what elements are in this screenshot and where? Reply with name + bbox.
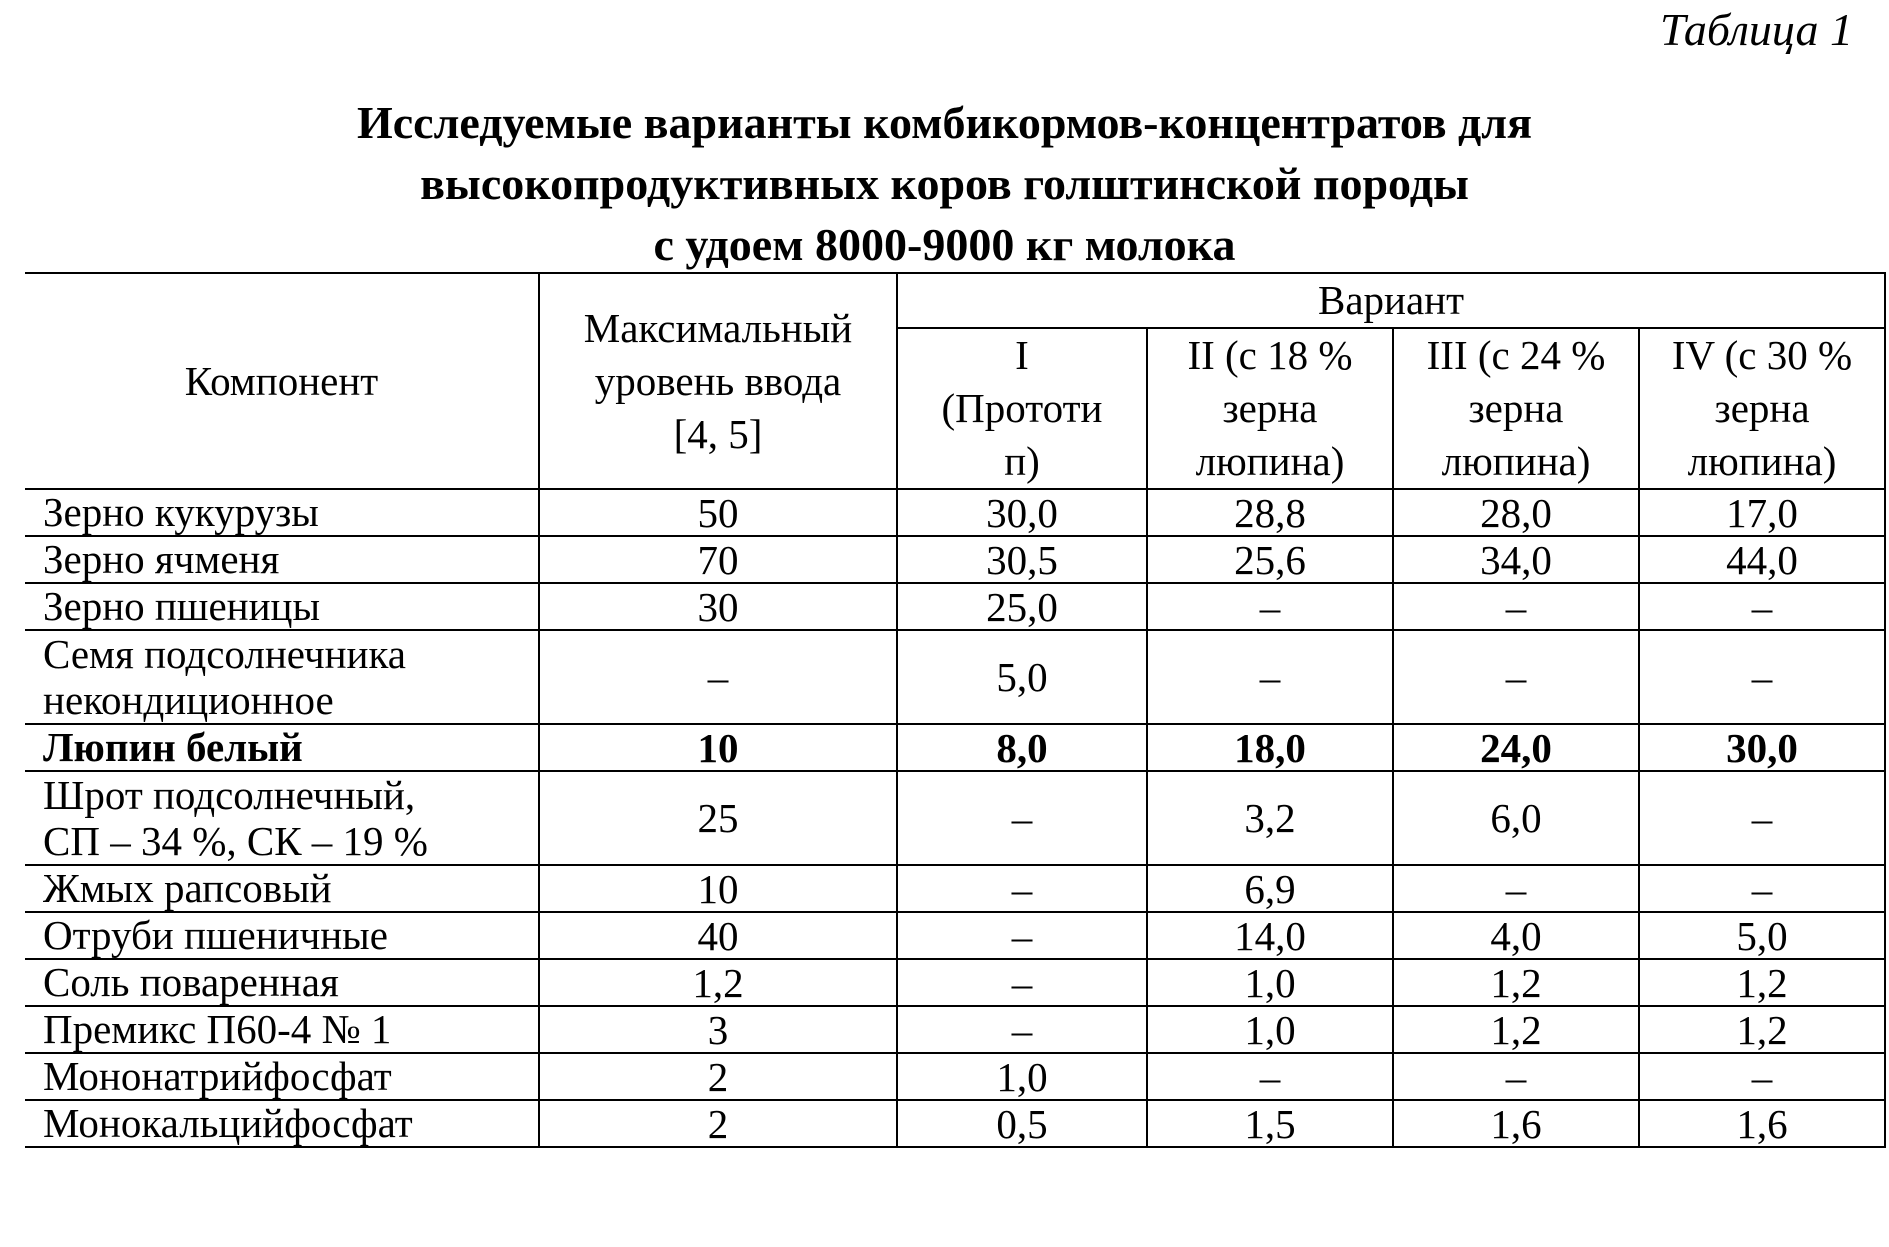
table-row bbox=[25, 771, 1885, 865]
component-name-line: некондиционное bbox=[43, 677, 334, 723]
variant-4-cell: 1,2 bbox=[1639, 959, 1885, 1006]
component-name-line: Монокальцийфосфат bbox=[43, 1100, 413, 1146]
variant-3-cell: 28,0 bbox=[1393, 489, 1639, 536]
variant-4-cell: – bbox=[1639, 771, 1885, 865]
header-variant: Вариант bbox=[897, 273, 1885, 328]
table-title bbox=[0, 92, 1889, 275]
variant-2-cell: – bbox=[1147, 583, 1393, 630]
component-name-cell bbox=[25, 1053, 539, 1100]
max-level-cell: 1,2 bbox=[539, 959, 897, 1006]
variant-4-cell: 5,0 bbox=[1639, 912, 1885, 959]
variant-3-cell: – bbox=[1393, 583, 1639, 630]
max-level-cell: 70 bbox=[539, 536, 897, 583]
table-row bbox=[25, 1053, 1885, 1100]
variant-2-cell: 25,6 bbox=[1147, 536, 1393, 583]
variant-1-cell: 30,0 bbox=[897, 489, 1147, 536]
component-name-line: Зерно пшеницы bbox=[43, 583, 321, 629]
table-row bbox=[25, 489, 1885, 536]
variant-2-cell: – bbox=[1147, 630, 1393, 724]
component-name-cell bbox=[25, 1100, 539, 1147]
header-component: Компонент bbox=[25, 273, 539, 489]
table-row bbox=[25, 724, 1885, 771]
component-name-cell bbox=[25, 724, 539, 771]
component-name-line: Соль поваренная bbox=[43, 959, 339, 1005]
table-row bbox=[25, 1006, 1885, 1053]
header-variant-line: люпина) bbox=[1687, 438, 1837, 484]
variant-3-cell: – bbox=[1393, 865, 1639, 912]
variant-1-cell: – bbox=[897, 1006, 1147, 1053]
component-name-line: Мононатрийфосфат bbox=[43, 1053, 392, 1099]
variant-4-cell: 44,0 bbox=[1639, 536, 1885, 583]
variant-3-cell: 1,6 bbox=[1393, 1100, 1639, 1147]
table-row bbox=[25, 959, 1885, 1006]
component-name-line: Шрот подсолнечный, bbox=[43, 772, 416, 818]
max-level-cell: 2 bbox=[539, 1053, 897, 1100]
table-row bbox=[25, 536, 1885, 583]
component-name-line: Зерно кукурузы bbox=[43, 489, 319, 535]
max-level-cell: 50 bbox=[539, 489, 897, 536]
header-variant-4 bbox=[1639, 328, 1885, 489]
variant-2-cell: 28,8 bbox=[1147, 489, 1393, 536]
variant-1-cell: 30,5 bbox=[897, 536, 1147, 583]
component-name-cell bbox=[25, 536, 539, 583]
component-name-cell bbox=[25, 489, 539, 536]
variant-3-cell: 24,0 bbox=[1393, 724, 1639, 771]
component-name-cell bbox=[25, 771, 539, 865]
table-row bbox=[25, 630, 1885, 724]
header-variant-line: зерна bbox=[1714, 385, 1810, 431]
variant-2-cell: 14,0 bbox=[1147, 912, 1393, 959]
header-variant-line: зерна bbox=[1222, 385, 1318, 431]
variant-1-cell: 1,0 bbox=[897, 1053, 1147, 1100]
variant-4-cell: – bbox=[1639, 865, 1885, 912]
variant-3-cell: – bbox=[1393, 630, 1639, 724]
max-level-cell: 2 bbox=[539, 1100, 897, 1147]
variant-2-cell: 6,9 bbox=[1147, 865, 1393, 912]
component-name-line: СП – 34 %, СК – 19 % bbox=[43, 818, 428, 864]
max-level-cell: 30 bbox=[539, 583, 897, 630]
variant-1-cell: 0,5 bbox=[897, 1100, 1147, 1147]
variant-2-cell: – bbox=[1147, 1053, 1393, 1100]
variant-1-cell: 8,0 bbox=[897, 724, 1147, 771]
table-body bbox=[25, 489, 1885, 1147]
table-row bbox=[25, 912, 1885, 959]
component-name-cell bbox=[25, 912, 539, 959]
max-level-cell: 40 bbox=[539, 912, 897, 959]
component-name-line: Премикс П60-4 № 1 bbox=[43, 1006, 392, 1052]
variant-4-cell: 1,2 bbox=[1639, 1006, 1885, 1053]
component-name-line: Люпин белый bbox=[43, 724, 303, 770]
variant-2-cell: 1,5 bbox=[1147, 1100, 1393, 1147]
max-level-cell: 3 bbox=[539, 1006, 897, 1053]
variant-2-cell: 18,0 bbox=[1147, 724, 1393, 771]
table-row bbox=[25, 1100, 1885, 1147]
component-name-line: Семя подсолнечника bbox=[43, 631, 406, 677]
variant-1-cell: – bbox=[897, 959, 1147, 1006]
header-variant-line: люпина) bbox=[1441, 438, 1591, 484]
header-variant-line: люпина) bbox=[1195, 438, 1345, 484]
title-line: высокопродуктивных коров голштинской породы bbox=[420, 158, 1469, 209]
variant-1-cell: 25,0 bbox=[897, 583, 1147, 630]
header-variant-line: III (с 24 % bbox=[1426, 332, 1606, 378]
header-variant-line: I bbox=[1015, 332, 1029, 378]
table-row bbox=[25, 583, 1885, 630]
header-variant-line: IV (с 30 % bbox=[1671, 332, 1853, 378]
variant-2-cell: 3,2 bbox=[1147, 771, 1393, 865]
variant-4-cell: 30,0 bbox=[1639, 724, 1885, 771]
component-name-line: Зерно ячменя bbox=[43, 536, 280, 582]
title-line: Исследуемые варианты комбикормов-концентратов для bbox=[356, 97, 1533, 148]
component-name-line: Отруби пшеничные bbox=[43, 912, 388, 958]
header-variant-3 bbox=[1393, 328, 1639, 489]
variant-2-cell: 1,0 bbox=[1147, 959, 1393, 1006]
variant-2-cell: 1,0 bbox=[1147, 1006, 1393, 1053]
header-variant-2 bbox=[1147, 328, 1393, 489]
variant-3-cell: 6,0 bbox=[1393, 771, 1639, 865]
variant-3-cell: 4,0 bbox=[1393, 912, 1639, 959]
table-row bbox=[25, 865, 1885, 912]
max-level-cell: 10 bbox=[539, 724, 897, 771]
header-max-level-line: уровень ввода bbox=[594, 357, 842, 404]
variant-1-cell: 5,0 bbox=[897, 630, 1147, 724]
component-name-cell bbox=[25, 630, 539, 724]
max-level-cell: – bbox=[539, 630, 897, 724]
max-level-cell: 10 bbox=[539, 865, 897, 912]
header-max-level bbox=[539, 273, 897, 489]
variant-4-cell: – bbox=[1639, 583, 1885, 630]
variant-3-cell: 34,0 bbox=[1393, 536, 1639, 583]
header-variant-line: II (с 18 % bbox=[1187, 332, 1353, 378]
feed-variants-table bbox=[25, 272, 1886, 1148]
variant-3-cell: 1,2 bbox=[1393, 1006, 1639, 1053]
header-variant-line: п) bbox=[1004, 438, 1040, 484]
component-name-cell bbox=[25, 1006, 539, 1053]
variant-4-cell: – bbox=[1639, 630, 1885, 724]
variant-4-cell: 1,6 bbox=[1639, 1100, 1885, 1147]
title-line: с удоем 8000-9000 кг молока bbox=[653, 219, 1236, 270]
variant-1-cell: – bbox=[897, 865, 1147, 912]
header-max-level-line: [4, 5] bbox=[673, 410, 763, 457]
max-level-cell: 25 bbox=[539, 771, 897, 865]
header-max-level-line: Максимальный bbox=[583, 304, 853, 351]
header-variant-1 bbox=[897, 328, 1147, 489]
variant-3-cell: – bbox=[1393, 1053, 1639, 1100]
table-number-label: Таблица 1 bbox=[1659, 4, 1853, 55]
variant-4-cell: – bbox=[1639, 1053, 1885, 1100]
variant-1-cell: – bbox=[897, 912, 1147, 959]
variant-3-cell: 1,2 bbox=[1393, 959, 1639, 1006]
component-name-cell bbox=[25, 583, 539, 630]
component-name-cell bbox=[25, 865, 539, 912]
variant-1-cell: – bbox=[897, 771, 1147, 865]
component-name-cell bbox=[25, 959, 539, 1006]
variant-4-cell: 17,0 bbox=[1639, 489, 1885, 536]
header-variant-line: зерна bbox=[1468, 385, 1564, 431]
header-variant-line: (Прототи bbox=[941, 385, 1103, 431]
component-name-line: Жмых рапсовый bbox=[43, 865, 332, 911]
